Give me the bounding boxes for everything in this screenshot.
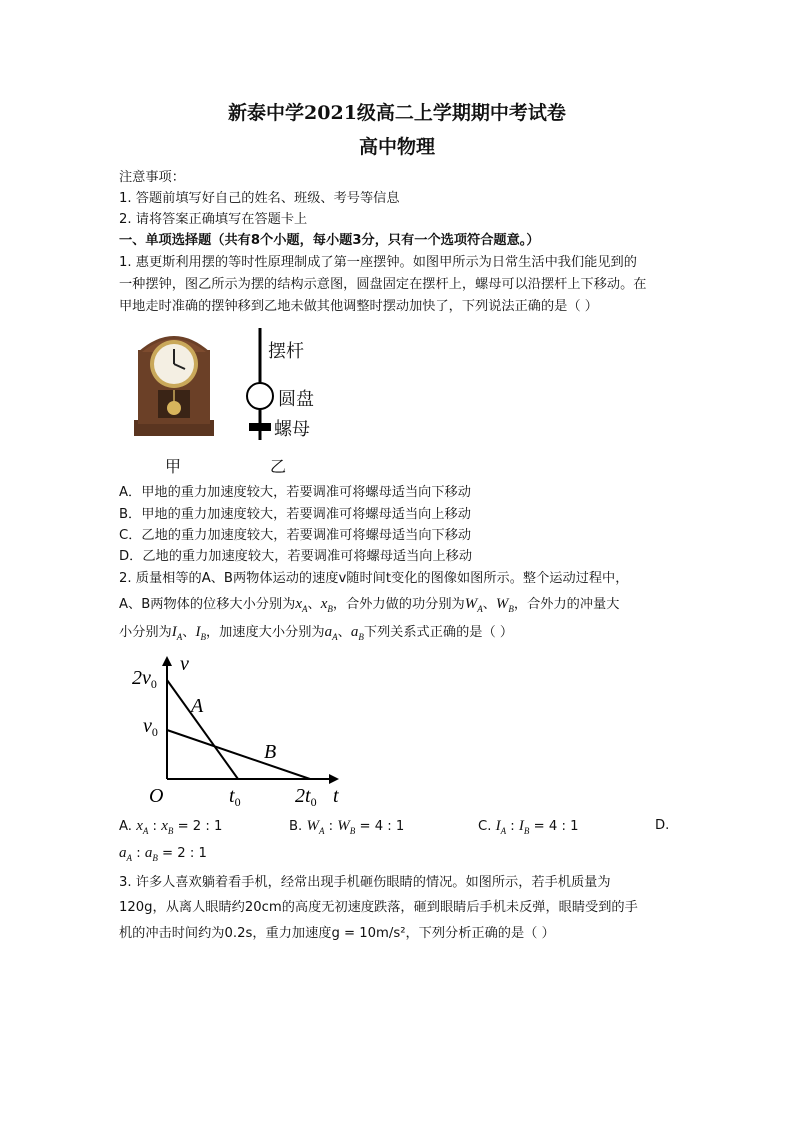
origin-label: O bbox=[149, 785, 164, 807]
q1-option-a: A．甲地的重力加速度较大，若要调准可将螺母适当向下移动 bbox=[119, 485, 471, 500]
q2-option-d: $a_A$ : $a_B = 2$ : 1 bbox=[119, 845, 207, 863]
q1-line-1: 1. 惠更斯利用摆的等时性原理制成了第一座摆钟。如图甲所示为日常生活中我们能见到的 bbox=[119, 255, 637, 270]
q1-line-3: 甲地走时准确的摆钟移到乙地未做其他调整时摆动加快了，下列说法正确的是（ ） bbox=[119, 299, 598, 314]
q1-line-2: 一种摆钟，图乙所示为摆的结构示意图，圆盘固定在摆杆上，螺母可以沿摆杆上下移动。在 bbox=[119, 277, 647, 292]
caption-yi: 乙 bbox=[270, 457, 287, 476]
q1-option-c: C．乙地的重力加速度较大，若要调准可将螺母适当向下移动 bbox=[119, 528, 472, 543]
x-axis-label: t bbox=[333, 785, 339, 807]
section-heading: 一、单项选择题（共有8个小题，每小题3分，只有一个选项符合题意。） bbox=[119, 233, 540, 248]
notes-item-1: 1. 答题前填写好自己的姓名、班级、考号等信息 bbox=[119, 191, 400, 206]
q2-option-b: B. $W_A$ : $W_B = 4$ : 1 bbox=[289, 818, 405, 836]
q2-option-a: A. $x_A$ : $x_B = 2$ : 1 bbox=[119, 818, 223, 836]
line-a-label: A bbox=[191, 695, 204, 717]
tick-t0: $t_0$ bbox=[229, 785, 241, 809]
tick-2t0: $2t_0$ bbox=[295, 785, 317, 809]
exam-title: 新泰中学2021级高二上学期期中考试卷 bbox=[228, 102, 566, 124]
label-disk: 圆盘 bbox=[278, 389, 314, 410]
q2-vt-graph bbox=[125, 650, 355, 812]
tick-v0: $v_0$ bbox=[143, 715, 158, 739]
q3-line-3: 机的冲击时间约为0.2s，重力加速度g = 10m/s²，下列分析正确的是（ ） bbox=[119, 926, 555, 941]
pendulum-clock-image bbox=[134, 336, 214, 436]
q2-option-c: C. $I_A$ : $I_B = 4$ : 1 bbox=[478, 818, 579, 836]
label-rod: 摆杆 bbox=[268, 341, 304, 362]
q3-line-2: 120g，从离人眼睛约20cm的高度无初速度跌落，砸到眼睛后手机未反弹，眼睛受到的手 bbox=[119, 900, 638, 915]
notes-heading: 注意事项： bbox=[119, 170, 185, 185]
q2-line-3: 小分别为$I_A$、$I_B$，加速度大小分别为$a_A$、$a_B$下列关系式正确的是（ ） bbox=[119, 624, 514, 642]
y-axis-arrow bbox=[162, 656, 172, 666]
q1-option-b: B．甲地的重力加速度较大，若要调准可将螺母适当向上移动 bbox=[119, 507, 471, 522]
line-b bbox=[167, 730, 310, 779]
caption-jia: 甲 bbox=[165, 457, 182, 476]
line-b-label: B bbox=[264, 741, 277, 763]
q2-line-2: A、B两物体的位移大小分别为$x_A$、$x_B$，合外力做的功分别为$W_A$、$W_B$，合外力的冲量大 bbox=[119, 596, 620, 614]
label-nut: 螺母 bbox=[274, 419, 310, 440]
q2-line-1: 2. 质量相等的A、B两物体运动的速度v随时间t变化的图像如图所示。整个运动过程中， bbox=[119, 571, 629, 586]
tick-2v0: $2v_0$ bbox=[132, 667, 157, 691]
subject-title: 高中物理 bbox=[358, 136, 435, 158]
x-axis-arrow bbox=[329, 774, 339, 784]
notes-item-2: 2. 请将答案正确填写在答题卡上 bbox=[119, 212, 308, 227]
y-axis-label: v bbox=[180, 653, 189, 675]
q3-line-1: 3. 许多人喜欢躺着看手机，经常出现手机砸伤眼睛的情况。如图所示，若手机质量为 bbox=[119, 875, 611, 890]
q2-option-d-prefix: D. bbox=[655, 818, 670, 833]
q1-option-d: D．乙地的重力加速度较大，若要调准可将螺母适当向上移动 bbox=[119, 549, 473, 564]
